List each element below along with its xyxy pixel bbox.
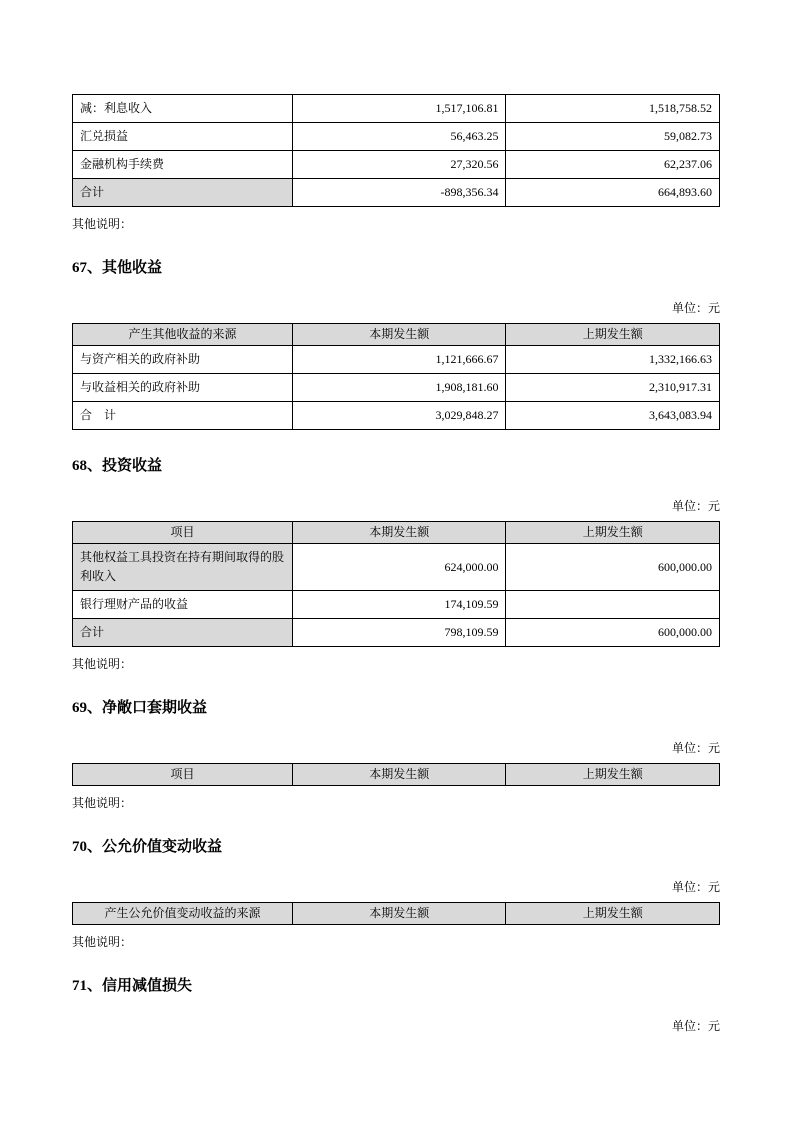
prior-amount: 1,518,758.52: [506, 95, 720, 123]
section-69-title: 69、净敞口套期收益: [72, 700, 208, 716]
unit-label: 单位：元: [671, 880, 720, 894]
prior-amount: 59,082.73: [506, 123, 720, 151]
investment-income-table: [72, 521, 720, 647]
unit-label: 单位：元: [671, 741, 720, 755]
table-header-row: [73, 522, 720, 544]
column-header: 项目: [73, 764, 293, 786]
prior-amount: 600,000.00: [506, 544, 720, 591]
table-row: [73, 95, 720, 123]
section-67-title: 67、其他收益: [72, 260, 163, 276]
prior-amount: 600,000.00: [506, 619, 720, 647]
current-amount: 27,320.56: [292, 151, 506, 179]
column-header: 本期发生额: [292, 764, 506, 786]
row-label: 金融机构手续费: [73, 151, 293, 179]
net-exposure-hedge-table: [72, 763, 720, 786]
row-label: 与收益相关的政府补助: [73, 374, 293, 402]
row-label: 与资产相关的政府补助: [73, 346, 293, 374]
row-label: 合 计: [73, 402, 293, 430]
table-row-total: [73, 179, 720, 207]
column-header: 产生公允价值变动收益的来源: [73, 903, 293, 925]
prior-amount: 3,643,083.94: [506, 402, 720, 430]
other-note: 其他说明：: [72, 217, 133, 231]
row-label: 银行理财产品的收益: [73, 591, 293, 619]
table-row: [73, 591, 720, 619]
table-row-total: [73, 619, 720, 647]
section-71-title: 71、信用减值损失: [72, 978, 193, 994]
row-label: 合计: [73, 619, 293, 647]
column-header: 本期发生额: [292, 324, 506, 346]
table-row: [73, 544, 720, 591]
table-row: [73, 151, 720, 179]
column-header: 上期发生额: [506, 903, 720, 925]
prior-amount: 62,237.06: [506, 151, 720, 179]
unit-label: 单位：元: [671, 301, 720, 315]
current-amount: 798,109.59: [292, 619, 506, 647]
table-header-row: [73, 903, 720, 925]
column-header: 项目: [73, 522, 293, 544]
table-row-total: [73, 402, 720, 430]
current-amount: -898,356.34: [292, 179, 506, 207]
table-row: [73, 374, 720, 402]
unit-label: 单位：元: [671, 1019, 720, 1033]
other-note: 其他说明：: [72, 657, 133, 671]
other-note: 其他说明：: [72, 935, 133, 949]
current-amount: 174,109.59: [292, 591, 506, 619]
current-amount: 1,121,666.67: [292, 346, 506, 374]
unit-label: 单位：元: [671, 499, 720, 513]
fair-value-change-table: [72, 902, 720, 925]
prior-amount: 2,310,917.31: [506, 374, 720, 402]
column-header: 上期发生额: [506, 764, 720, 786]
row-label: 其他权益工具投资在持有期间取得的股利收入: [73, 544, 293, 591]
table-header-row: [73, 324, 720, 346]
column-header: 本期发生额: [292, 522, 506, 544]
column-header: 产生其他收益的来源: [73, 324, 293, 346]
current-amount: 1,908,181.60: [292, 374, 506, 402]
current-amount: 3,029,848.27: [292, 402, 506, 430]
row-label: 合计: [73, 179, 293, 207]
row-label: 汇兑损益: [73, 123, 293, 151]
table-row: [73, 123, 720, 151]
table-header-row: [73, 764, 720, 786]
row-label: 减：利息收入: [73, 95, 293, 123]
other-note: 其他说明：: [72, 796, 133, 810]
prior-amount: 664,893.60: [506, 179, 720, 207]
column-header: 本期发生额: [292, 903, 506, 925]
section-70-title: 70、公允价值变动收益: [72, 839, 223, 855]
column-header: 上期发生额: [506, 324, 720, 346]
other-income-table: [72, 323, 720, 430]
column-header: 上期发生额: [506, 522, 720, 544]
current-amount: 624,000.00: [292, 544, 506, 591]
prior-amount: 1,332,166.63: [506, 346, 720, 374]
prior-amount: [506, 591, 720, 619]
table-row: [73, 346, 720, 374]
financial-expense-table: [72, 94, 720, 207]
section-68-title: 68、投资收益: [72, 458, 163, 474]
current-amount: 56,463.25: [292, 123, 506, 151]
current-amount: 1,517,106.81: [292, 95, 506, 123]
